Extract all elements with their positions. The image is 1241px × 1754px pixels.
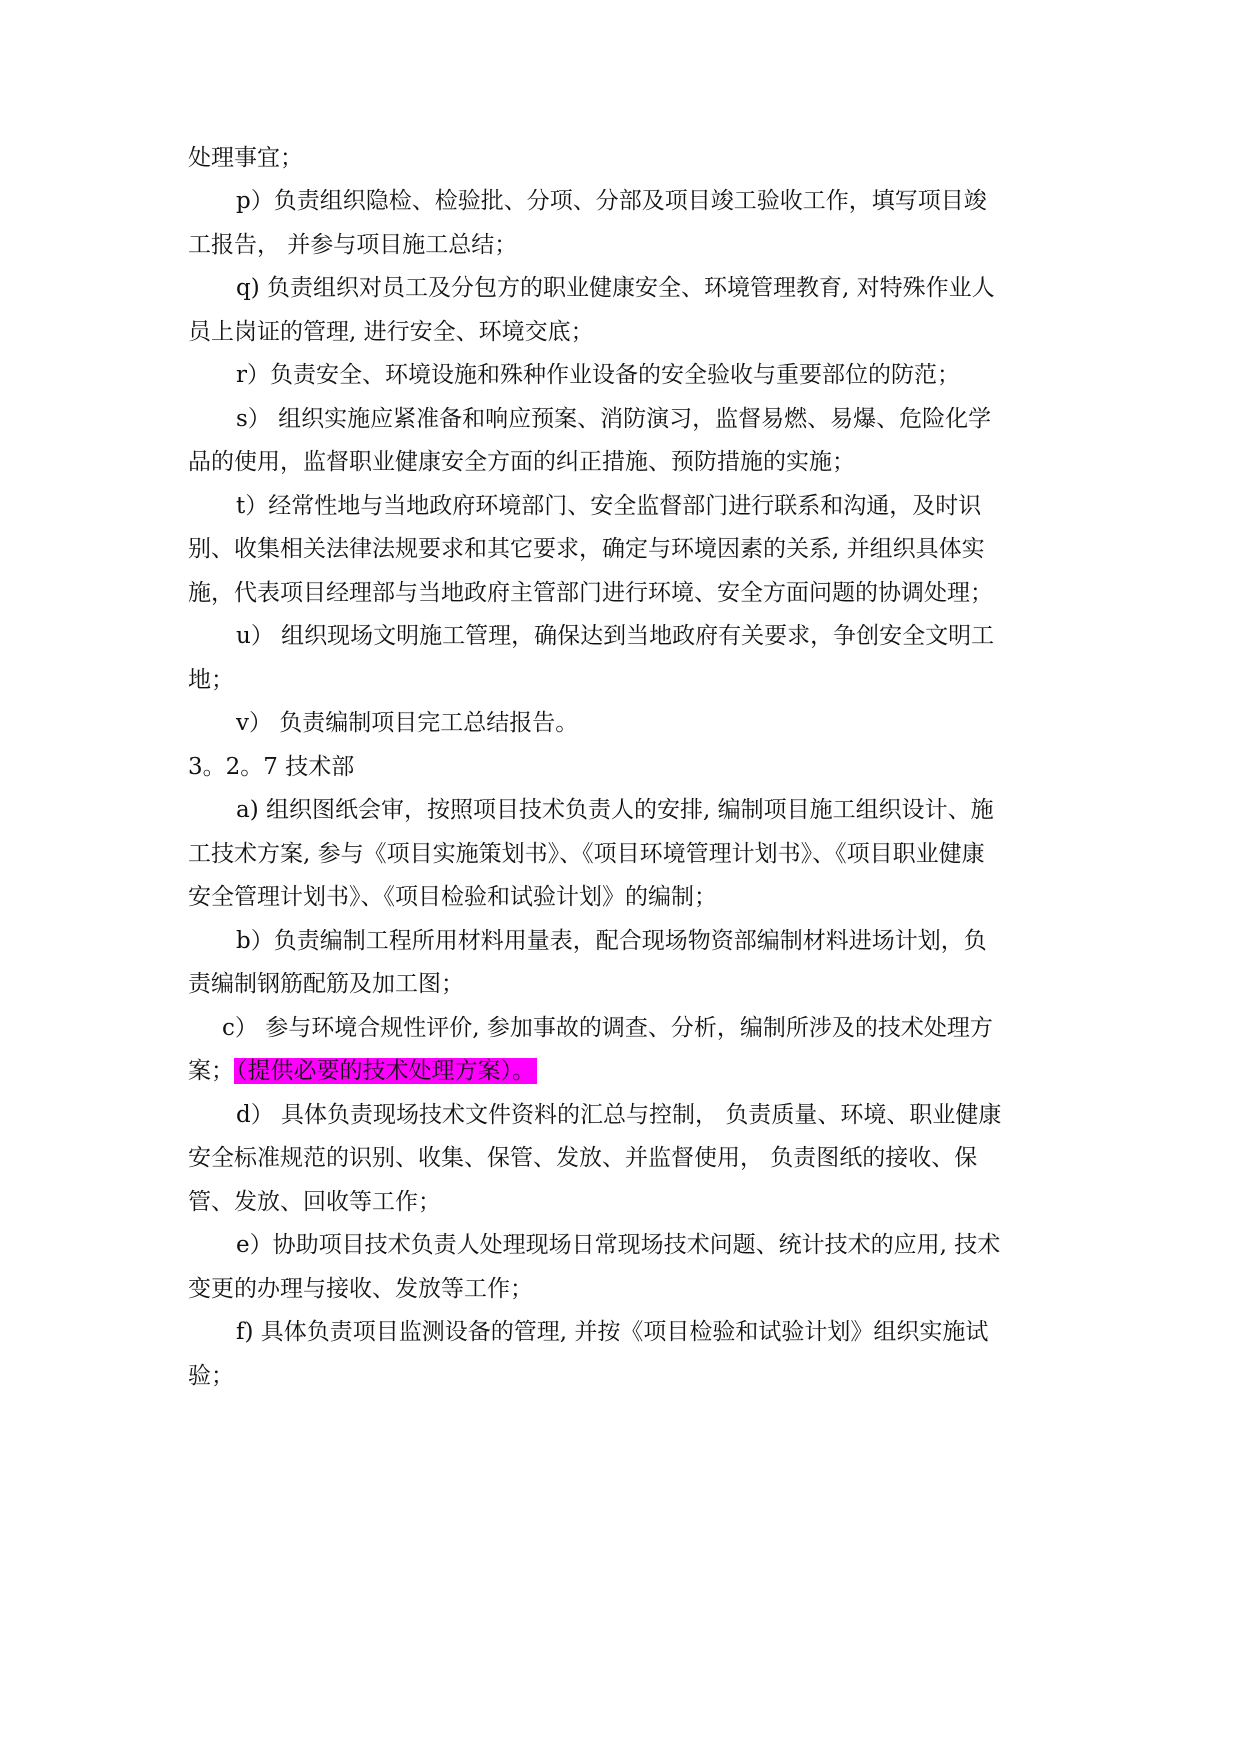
text-line: 变更的办理与接收、发放等工作； — [188, 1276, 533, 1302]
text-line: s） 组织实施应紧准备和响应预案、消防演习，监督易燃、易爆、危险化学 — [236, 406, 992, 432]
text-line — [188, 1056, 537, 1086]
text-line: 别、收集相关法律法规要求和其它要求，确定与环境因素的关系, 并组织具体实 — [188, 536, 985, 562]
text-line: r）负责安全、环境设施和殊种作业设备的安全验收与重要部位的防范； — [236, 362, 960, 388]
text-line: 处理事宜； — [188, 145, 303, 171]
text-line: 责编制钢筋配筋及加工图； — [188, 971, 464, 997]
text-line: q) 负责组织对员工及分包方的职业健康安全、环境管理教育, 对特殊作业人 — [236, 275, 995, 301]
text-line: 安全管理计划书》、《项目检验和试验计划》的编制； — [188, 884, 717, 910]
text-line: e）协助项目技术负责人处理现场日常现场技术问题、统计技术的应用, 技术 — [236, 1232, 1001, 1258]
text-fragment: 案； — [188, 1058, 234, 1084]
text-line: 工报告， 并参与项目施工总结； — [188, 232, 518, 258]
text-line: v） 负责编制项目完工总结报告。 — [236, 710, 579, 736]
text-line: d） 具体负责现场技术文件资料的汇总与控制， 负责质量、环境、职业健康 — [236, 1102, 1002, 1128]
text-line: c） 参与环境合规性评价, 参加事故的调查、分析，编制所涉及的技术处理方 — [222, 1015, 993, 1041]
text-line: a) 组织图纸会审，按照项目技术负责人的安排, 编制项目施工组织设计、施 — [236, 797, 994, 823]
text-line: 地； — [188, 667, 234, 693]
text-line: u） 组织现场文明施工管理，确保达到当地政府有关要求，争创安全文明工 — [236, 623, 995, 649]
highlighted-text: （提供必要的技术处理方案）。 — [236, 1058, 535, 1084]
text-line: b）负责编制工程所用材料用量表，配合现场物资部编制材料进场计划，负 — [236, 928, 987, 954]
text-line: 员上岗证的管理, 进行安全、环境交底； — [188, 319, 594, 345]
text-line: 验； — [188, 1363, 234, 1389]
text-line: p）负责组织隐检、检验批、分项、分部及项目竣工验收工作，填写项目竣 — [236, 188, 987, 214]
text-line: 管、发放、回收等工作； — [188, 1189, 441, 1215]
text-line: 安全标准规范的识别、收集、保管、发放、并监督使用， 负责图纸的接收、保 — [188, 1145, 978, 1171]
text-line: 施，代表项目经理部与当地政府主管部门进行环境、安全方面问题的协调处理； — [188, 580, 993, 606]
text-line: t）经常性地与当地政府环境部门、安全监督部门进行联系和沟通，及时识 — [236, 493, 982, 519]
section-heading: 3。2。7 技术部 — [188, 754, 355, 780]
text-line: 工技术方案, 参与《项目实施策划书》、《项目环境管理计划书》、《项目职业健康 — [188, 841, 985, 867]
text-line: f) 具体负责项目监测设备的管理, 并按《项目检验和试验计划》组织实施试 — [236, 1319, 989, 1345]
text-line: 品的使用，监督职业健康安全方面的纠正措施、预防措施的实施； — [188, 449, 855, 475]
